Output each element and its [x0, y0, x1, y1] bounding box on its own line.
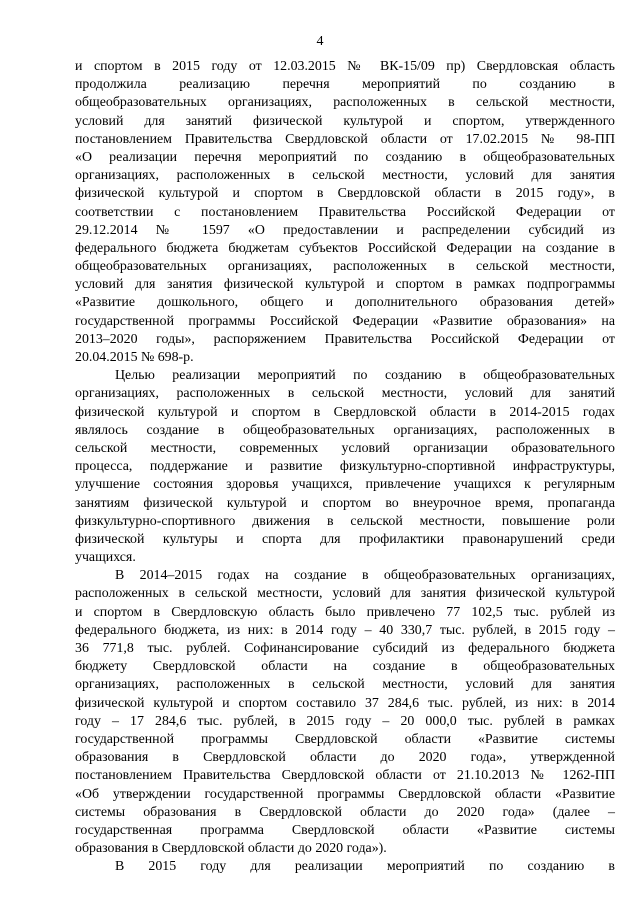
text-line: общеобразовательных организациях, расположенных в сельской местности,: [75, 95, 615, 111]
text-line: постановлением Правительства Свердловской области от 17.02.2015 № 98-ПП: [75, 131, 615, 147]
text-line: 20.04.2015 № 698-р.: [75, 350, 194, 365]
text-line: организациях, расположенных в сельской местности, условий для занятия: [75, 168, 615, 184]
text-line: физической культурой и спортом в Свердловской области в 2014-2015 годах: [75, 404, 615, 420]
text-line: и спортом в 2015 году от 12.03.2015 № ВК-15/09 пр) Свердловская область: [75, 59, 615, 74]
paragraph: [75, 58, 615, 367]
text-line: сельской местности, современных условий организации образовательного: [75, 440, 615, 456]
text-line: физической культурой и спортом в Свердловской области в 2015 году», в: [75, 186, 615, 202]
paragraph: [75, 567, 615, 858]
text-line: В 2014–2015 годах на создание в общеобразовательных организациях,: [115, 568, 615, 584]
text-line: продолжила реализацию перечня мероприятий по созданию в: [75, 77, 615, 93]
text-line: организациях, расположенных в сельской местности, условий для занятия: [75, 677, 615, 693]
text-line: физической культурой и спортом составило 37 284,6 тыс. рублей, из них: в 2014: [75, 695, 615, 711]
paragraph: [75, 858, 615, 876]
text-line: 2013–2020 годы», распоряжением Правительства Российской Федерации от: [75, 331, 615, 347]
text-line: расположенных в сельской местности, условий для занятия физической культурой: [75, 586, 615, 602]
text-line: процесса, поддержание и развитие физкультурно-спортивной инфраструктуры,: [75, 459, 615, 475]
text-line: государственной программы Российской Федерации «Развитие образования» на: [75, 313, 615, 329]
text-line: 36 771,8 тыс. рублей. Софинансирование субсидий из федерального бюджета: [75, 641, 615, 656]
text-line: «Об утверждении государственной программы Свердловской области «Развитие: [75, 786, 615, 802]
text-line: образования в Свердловской области до 2020 года», утвержденной: [75, 750, 615, 766]
text-line: условий для занятий физической культурой и спортом, утвержденного: [75, 113, 615, 129]
text-line: занятиям физической культурой и спортом во внеурочное время, пропаганда: [75, 495, 615, 511]
text-line: физической культуры и спорта для профилактики правонарушений среди: [75, 531, 615, 547]
text-line: федерального бюджета бюджетам субъектов Российской Федерации на создание в: [75, 240, 615, 256]
text-line: физкультурно-спортивного движения в сельской местности, повышение роли: [75, 513, 615, 529]
text-line: постановлением Правительства Свердловской области от 21.10.2013 № 1262-ПП: [75, 768, 615, 784]
text-line: государственной программы Свердловской области «Развитие системы: [75, 731, 615, 747]
text-line: году – 17 284,6 тыс. рублей, в 2015 году – 20 000,0 тыс. рублей в рамках: [75, 713, 615, 729]
text-line: государственная программа Свердловской области «Развитие системы: [75, 822, 615, 838]
text-line: бюджету Свердловской области на создание в общеобразовательных: [75, 659, 615, 675]
document-body: [75, 58, 615, 876]
text-line: федерального бюджета, из них: в 2014 году – 40 330,7 тыс. рублей, в 2015 году –: [75, 622, 615, 638]
text-line: образования в Свердловской области до 2020 года»).: [75, 841, 387, 857]
text-line: условий для занятия физической культурой и спортом в рамках подпрограммы: [75, 277, 615, 293]
text-line: общеобразовательных организациях, расположенных в сельской местности,: [75, 259, 615, 275]
text-line: улучшение состояния здоровья учащихся, привлечение учащихся к регулярным: [75, 477, 615, 493]
text-line: соответствии с постановлением Правительства Российской Федерации от: [75, 204, 615, 220]
paragraph: [75, 367, 615, 567]
text-line: организациях, расположенных в сельской местности, условий для занятий: [75, 386, 615, 402]
text-line: «О реализации перечня мероприятий по созданию в общеобразовательных: [75, 149, 615, 165]
text-line: «Развитие дошкольного, общего и дополнительного образования детей»: [75, 295, 615, 311]
text-line: системы образования в Свердловской области до 2020 года» (далее –: [75, 804, 615, 820]
text-line: 29.12.2014 № 1597 «О предоставлении и распределении субсидий из: [75, 222, 615, 238]
text-line: являлось создание в общеобразовательных организациях, расположенных в: [75, 422, 615, 438]
text-line: учащихся.: [75, 550, 136, 566]
text-line: В 2015 году для реализации мероприятий по созданию в: [115, 859, 615, 875]
text-line: и спортом в Свердловскую область было привлечено 77 102,5 тыс. рублей из: [75, 604, 615, 620]
text-line: Целью реализации мероприятий по созданию в общеобразовательных: [115, 368, 615, 384]
page-number: 4: [316, 34, 324, 49]
